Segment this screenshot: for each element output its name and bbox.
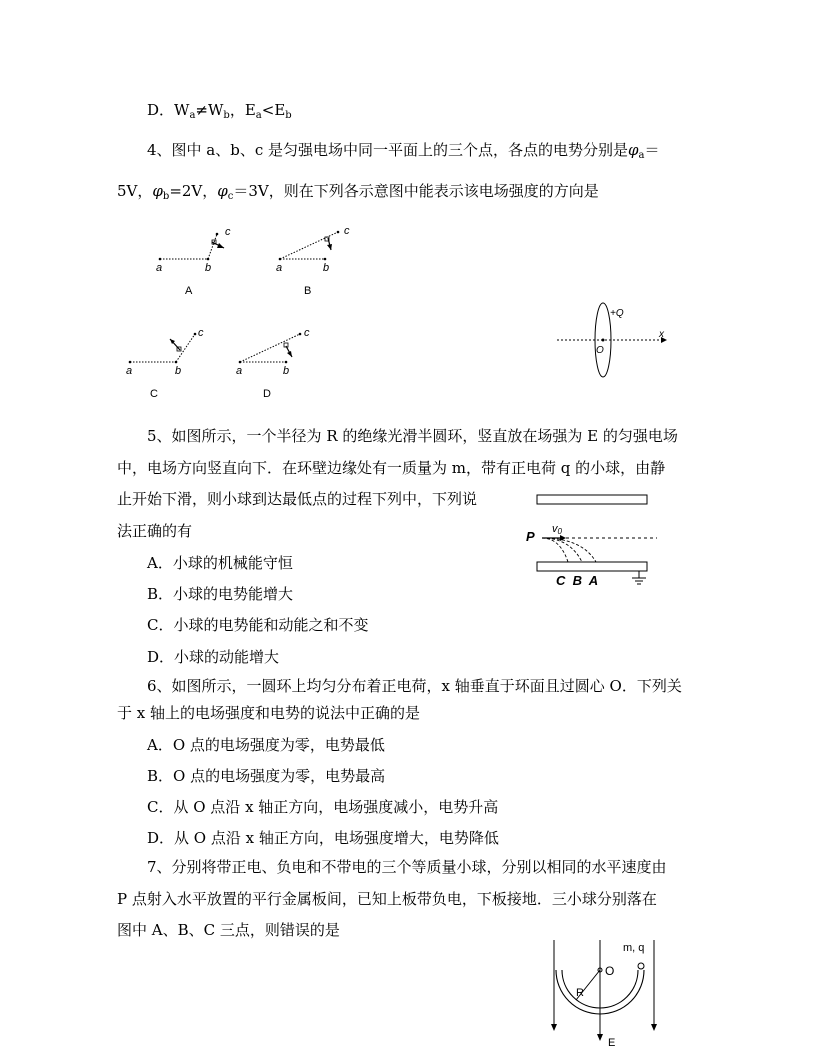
velocity-label: v0 <box>552 523 562 536</box>
q5-option-d: D．小球的动能增大 <box>147 648 280 666</box>
ring-charge-label: +Q <box>610 308 624 319</box>
subscript: a <box>638 150 645 161</box>
q5-option-a: A．小球的机械能守恒 <box>147 554 293 572</box>
parallel-plates-figure <box>520 490 660 590</box>
q4-figure-a <box>150 222 240 297</box>
ring-x-axis-figure <box>553 300 673 382</box>
subscript: c <box>227 191 234 202</box>
q4-text: 4、图中 a、b、c 是匀强电场中同一平面上的三个点，各点的电势分别是 <box>147 141 629 159</box>
subscript: b <box>162 191 170 202</box>
q3-option-d-sep: ，E <box>229 101 256 119</box>
q4-figure-b <box>270 222 365 297</box>
q7-line1: 7、分别将带正电、负电和不带电的三个等质量小球，分别以相同的水平速度由 <box>147 858 667 876</box>
q4-figure-d <box>230 325 325 400</box>
q4-line2 <box>117 181 599 207</box>
point-a-label: a <box>156 262 163 274</box>
field-e-label: E <box>608 1037 616 1049</box>
q3-option-d <box>147 100 292 126</box>
x-axis-label: x <box>659 329 664 340</box>
q3-option-d-neq: ≠W <box>195 101 224 119</box>
q7-line2: P 点射入水平放置的平行金属板间，已知上板带负电，下板接地．三小球分别落在 <box>117 890 657 908</box>
figure-label-b: B <box>304 285 312 297</box>
point-b-label: b <box>205 262 212 274</box>
q6-line2: 于 x 轴上的电场强度和电势的说法中正确的是 <box>117 704 420 722</box>
landing-points-label: C B A <box>556 573 599 588</box>
point-b-label: b <box>323 262 330 274</box>
point-c-label: c <box>344 225 350 237</box>
q6-option-d: D．从 O 点沿 x 轴正方向，电场强度增大，电势降低 <box>147 829 499 847</box>
q6-option-a: A．O 点的电场强度为零，电势最低 <box>147 736 385 754</box>
point-a-label: a <box>126 365 133 377</box>
point-b-label: b <box>175 365 182 377</box>
q6-option-b: B．O 点的电场强度为零，电势最高 <box>147 767 386 785</box>
semicircle-field-figure <box>540 938 665 1050</box>
subscript: b <box>223 110 230 121</box>
q4-text: ＝ <box>644 141 660 159</box>
subscript: a <box>255 110 262 121</box>
figure-label-a: A <box>185 285 193 297</box>
radius-label: R <box>576 987 584 999</box>
figure-label-d: D <box>263 388 271 400</box>
q4-text: =2V， <box>169 182 218 200</box>
q4-figure-c <box>120 325 215 400</box>
phi-symbol: φ <box>217 182 228 200</box>
phi-symbol: φ <box>152 182 163 200</box>
q5-line4: 法正确的有 <box>117 522 193 540</box>
q4-line1 <box>147 140 660 166</box>
ring-center-label: O <box>596 345 604 356</box>
center-o-label: O <box>605 964 615 978</box>
q5-option-c: C．小球的电势能和动能之和不变 <box>147 616 369 634</box>
q5-line1: 5、如图所示，一个半径为 R 的绝缘光滑半圆环，竖直放在场强为 E 的匀强电场 <box>147 427 678 445</box>
q6-option-c: C．从 O 点沿 x 轴正方向，电场强度减小，电势升高 <box>147 798 499 816</box>
q5-line3: 止开始下滑，则小球到达最低点的过程下列中，下列说 <box>117 490 478 508</box>
point-c-label: c <box>304 327 310 339</box>
phi-symbol: φ <box>628 141 639 159</box>
q3-option-d-prefix: D．W <box>147 101 190 119</box>
q6-line1: 6、如图所示，一圆环上均匀分布着正电荷，x 轴垂直于环面且过圆心 O．下列关 <box>147 677 682 695</box>
point-a-label: a <box>276 262 283 274</box>
q5-option-b: B．小球的电势能增大 <box>147 585 294 603</box>
point-c-label: c <box>198 327 204 339</box>
q4-text: 5V， <box>117 182 153 200</box>
point-a-label: a <box>236 365 243 377</box>
q4-text: ＝3V，则在下列各示意图中能表示该电场强度的方向是 <box>233 182 599 200</box>
q7-line3: 图中 A、B、C 三点，则错误的是 <box>117 921 340 939</box>
figure-label-c: C <box>150 388 158 400</box>
point-c-label: c <box>225 226 231 238</box>
subscript: a <box>189 110 196 121</box>
q5-line2: 中，电场方向竖直向下．在环壁边缘处有一质量为 m，带有正电荷 q 的小球，由静 <box>117 459 666 477</box>
mass-charge-label: m, q <box>623 942 645 954</box>
q3-option-d-lt: <E <box>261 101 286 119</box>
point-b-label: b <box>283 365 290 377</box>
point-p-label: P <box>526 529 535 544</box>
subscript: b <box>285 110 292 121</box>
